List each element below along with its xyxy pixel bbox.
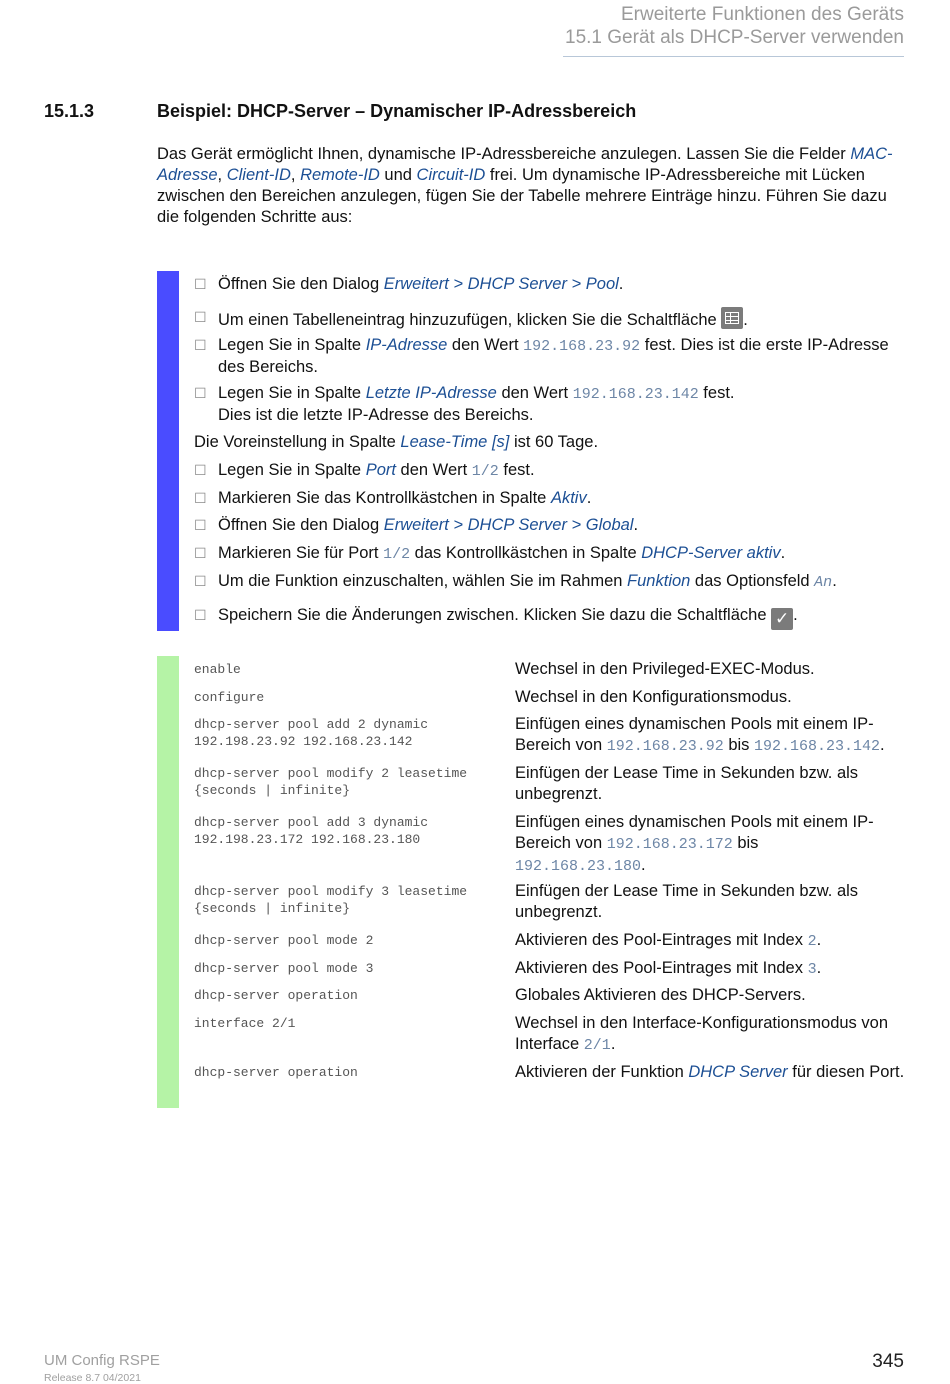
step-enable-function: ☐ Um die Funktion einzuschalten, wählen Sie im Rahmen Funktion das Optionsfeld An. xyxy=(194,572,837,591)
cli-command: dhcp-server operation xyxy=(194,1065,358,1080)
frame-function: Funktion xyxy=(627,572,691,590)
menu-path-global[interactable]: Erweitert > DHCP Server > Global xyxy=(383,516,634,534)
step-checkbox-icon: ☐ xyxy=(194,607,207,623)
cli-description: Aktivieren des Pool-Eintrages mit Index 3. xyxy=(515,959,822,978)
footer-release: Release 8.7 04/2021 xyxy=(44,1372,141,1384)
step-set-last-ip-address: ☐ Legen Sie in Spalte Letzte IP-Adresse den Wert 192.168.23.142 fest. Dies ist die letzte IP-Adresse des Bereichs. xyxy=(194,384,735,424)
cli-description: Globales Aktivieren des DHCP-Servers. xyxy=(515,986,806,1004)
step-set-ip-address: ☐ Legen Sie in Spalte IP-Adresse den Wert 192.168.23.92 fest. Dies ist die erste IP-Adresse des Bereichs. xyxy=(194,336,889,376)
value-first-ip: 192.168.23.92 xyxy=(523,338,641,355)
running-header-chapter: Erweiterte Funktionen des Geräts xyxy=(620,4,904,25)
step-checkbox-icon: ☐ xyxy=(194,545,207,561)
field-circuit-id: Circuit-ID xyxy=(416,166,486,184)
column-last-ip-address: Letzte IP-Adresse xyxy=(365,384,497,402)
cli-description: Wechsel in den Privileged-EXEC-Modus. xyxy=(515,660,815,678)
column-port: Port xyxy=(365,461,396,479)
column-ip-address: IP-Adresse xyxy=(365,336,448,354)
step-checkbox-icon: ☐ xyxy=(194,517,207,533)
cli-description: Einfügen eines dynamischen Pools mit einem IP-Bereich von 192.168.23.92 bis 192.168.23.142. xyxy=(515,715,885,755)
value-port: 1/2 xyxy=(471,463,499,480)
gui-procedure-bar xyxy=(157,271,179,631)
step-checkbox-icon: ☐ xyxy=(194,309,207,325)
section-number: 15.1.3 xyxy=(44,101,95,121)
header-divider xyxy=(563,56,904,57)
cli-command: dhcp-server pool add 3 dynamic 192.198.23.172 192.168.23.180 xyxy=(194,815,429,847)
step-checkbox-icon: ☐ xyxy=(194,490,207,506)
cli-description: Aktivieren der Funktion DHCP Server für diesen Port. xyxy=(515,1063,905,1081)
value-port: 1/2 xyxy=(383,546,411,563)
step-save-changes: ☐ Speichern Sie die Änderungen zwischen. Klicken Sie dazu die Schaltfläche ✓ . xyxy=(194,606,798,628)
field-client-id: Client-ID xyxy=(226,166,291,184)
step-checkbox-icon: ☐ xyxy=(194,337,207,353)
cli-description: Einfügen der Lease Time in Sekunden bzw. als unbegrenzt. xyxy=(515,764,859,803)
step-open-pool-dialog: ☐ Öffnen Sie den Dialog Erweitert > DHCP Server > Pool. xyxy=(194,275,624,293)
value-last-ip: 192.168.23.142 xyxy=(572,386,699,403)
cli-command: enable xyxy=(194,662,241,677)
field-mac-address: MAC-Adresse xyxy=(157,145,893,184)
cli-command: dhcp-server pool add 2 dynamic 192.198.23.92 192.168.23.142 xyxy=(194,717,429,749)
cli-command: dhcp-server operation xyxy=(194,988,358,1003)
step-checkbox-icon: ☐ xyxy=(194,462,207,478)
cli-command: dhcp-server pool mode 2 xyxy=(194,933,374,948)
cli-description: Aktivieren des Pool-Eintrages mit Index 2. xyxy=(515,931,822,950)
footer-document-title: UM Config RSPE xyxy=(44,1352,160,1369)
add-table-entry-icon[interactable] xyxy=(721,307,743,329)
intro-paragraph: Das Gerät ermöglicht Ihnen, dynamische IP-Adressbereiche anzulegen. Lassen Sie die Felder MAC-Adresse, Client-ID, Remote-ID und Circuit-ID frei. Um dynamische IP-Adressbereiche mit Lücken zwischen den Bereichen anzulegen, fügen Sie der Tabelle mehrere Einträge hinzu. Führen Sie dazu die folgenden Schritte aus: xyxy=(157,145,893,226)
cli-command: configure xyxy=(194,690,265,705)
step-mark-dhcp-server-active: ☐ Markieren Sie für Port 1/2 das Kontrollkästchen in Spalte DHCP-Server aktiv. xyxy=(194,544,786,563)
column-dhcp-server-active: DHCP-Server aktiv xyxy=(641,544,781,562)
cli-description: Wechsel in den Interface-Konfigurationsmodus von Interface 2/1. xyxy=(515,1014,888,1054)
running-header-section: 15.1 Gerät als DHCP-Server verwenden xyxy=(565,27,904,48)
cli-description: Einfügen der Lease Time in Sekunden bzw. als unbegrenzt. xyxy=(515,882,859,921)
step-open-global-dialog: ☐ Öffnen Sie den Dialog Erweitert > DHCP Server > Global. xyxy=(194,516,639,534)
lease-time-note: Die Voreinstellung in Spalte Lease-Time [s] ist 60 Tage. xyxy=(194,433,599,451)
page-number: 345 xyxy=(872,1351,904,1372)
cli-command: dhcp-server pool modify 2 leasetime {seconds | infinite} xyxy=(194,766,468,798)
cli-procedure-bar xyxy=(157,656,179,1108)
cli-command: dhcp-server pool mode 3 xyxy=(194,961,374,976)
cli-description: Wechsel in den Konfigurationsmodus. xyxy=(515,688,792,706)
step-checkbox-icon: ☐ xyxy=(194,276,207,292)
option-on: An xyxy=(814,574,833,591)
column-lease-time: Lease-Time [s] xyxy=(400,433,510,451)
save-icon[interactable]: ✓ xyxy=(771,608,793,630)
step-mark-active: ☐ Markieren Sie das Kontrollkästchen in Spalte Aktiv. xyxy=(194,489,592,507)
section-title: Beispiel: DHCP-Server – Dynamischer IP-Adressbereich xyxy=(157,101,637,121)
step-checkbox-icon: ☐ xyxy=(194,385,207,401)
field-remote-id: Remote-ID xyxy=(300,166,380,184)
step-checkbox-icon: ☐ xyxy=(194,573,207,589)
column-active: Aktiv xyxy=(550,489,587,507)
step-add-entry: ☐ Um einen Tabelleneintrag hinzuzufügen, klicken Sie die Schaltfläche . xyxy=(194,309,748,329)
cli-command: dhcp-server pool modify 3 leasetime {seconds | infinite} xyxy=(194,884,468,916)
step-set-port: ☐ Legen Sie in Spalte Port den Wert 1/2 fest. xyxy=(194,461,535,480)
cli-command: interface 2/1 xyxy=(194,1016,296,1031)
cli-description: Einfügen eines dynamischen Pools mit einem IP-Bereich von 192.168.23.172 bis 192.168.23.180. xyxy=(515,813,874,875)
menu-path-pool[interactable]: Erweitert > DHCP Server > Pool xyxy=(383,275,619,293)
